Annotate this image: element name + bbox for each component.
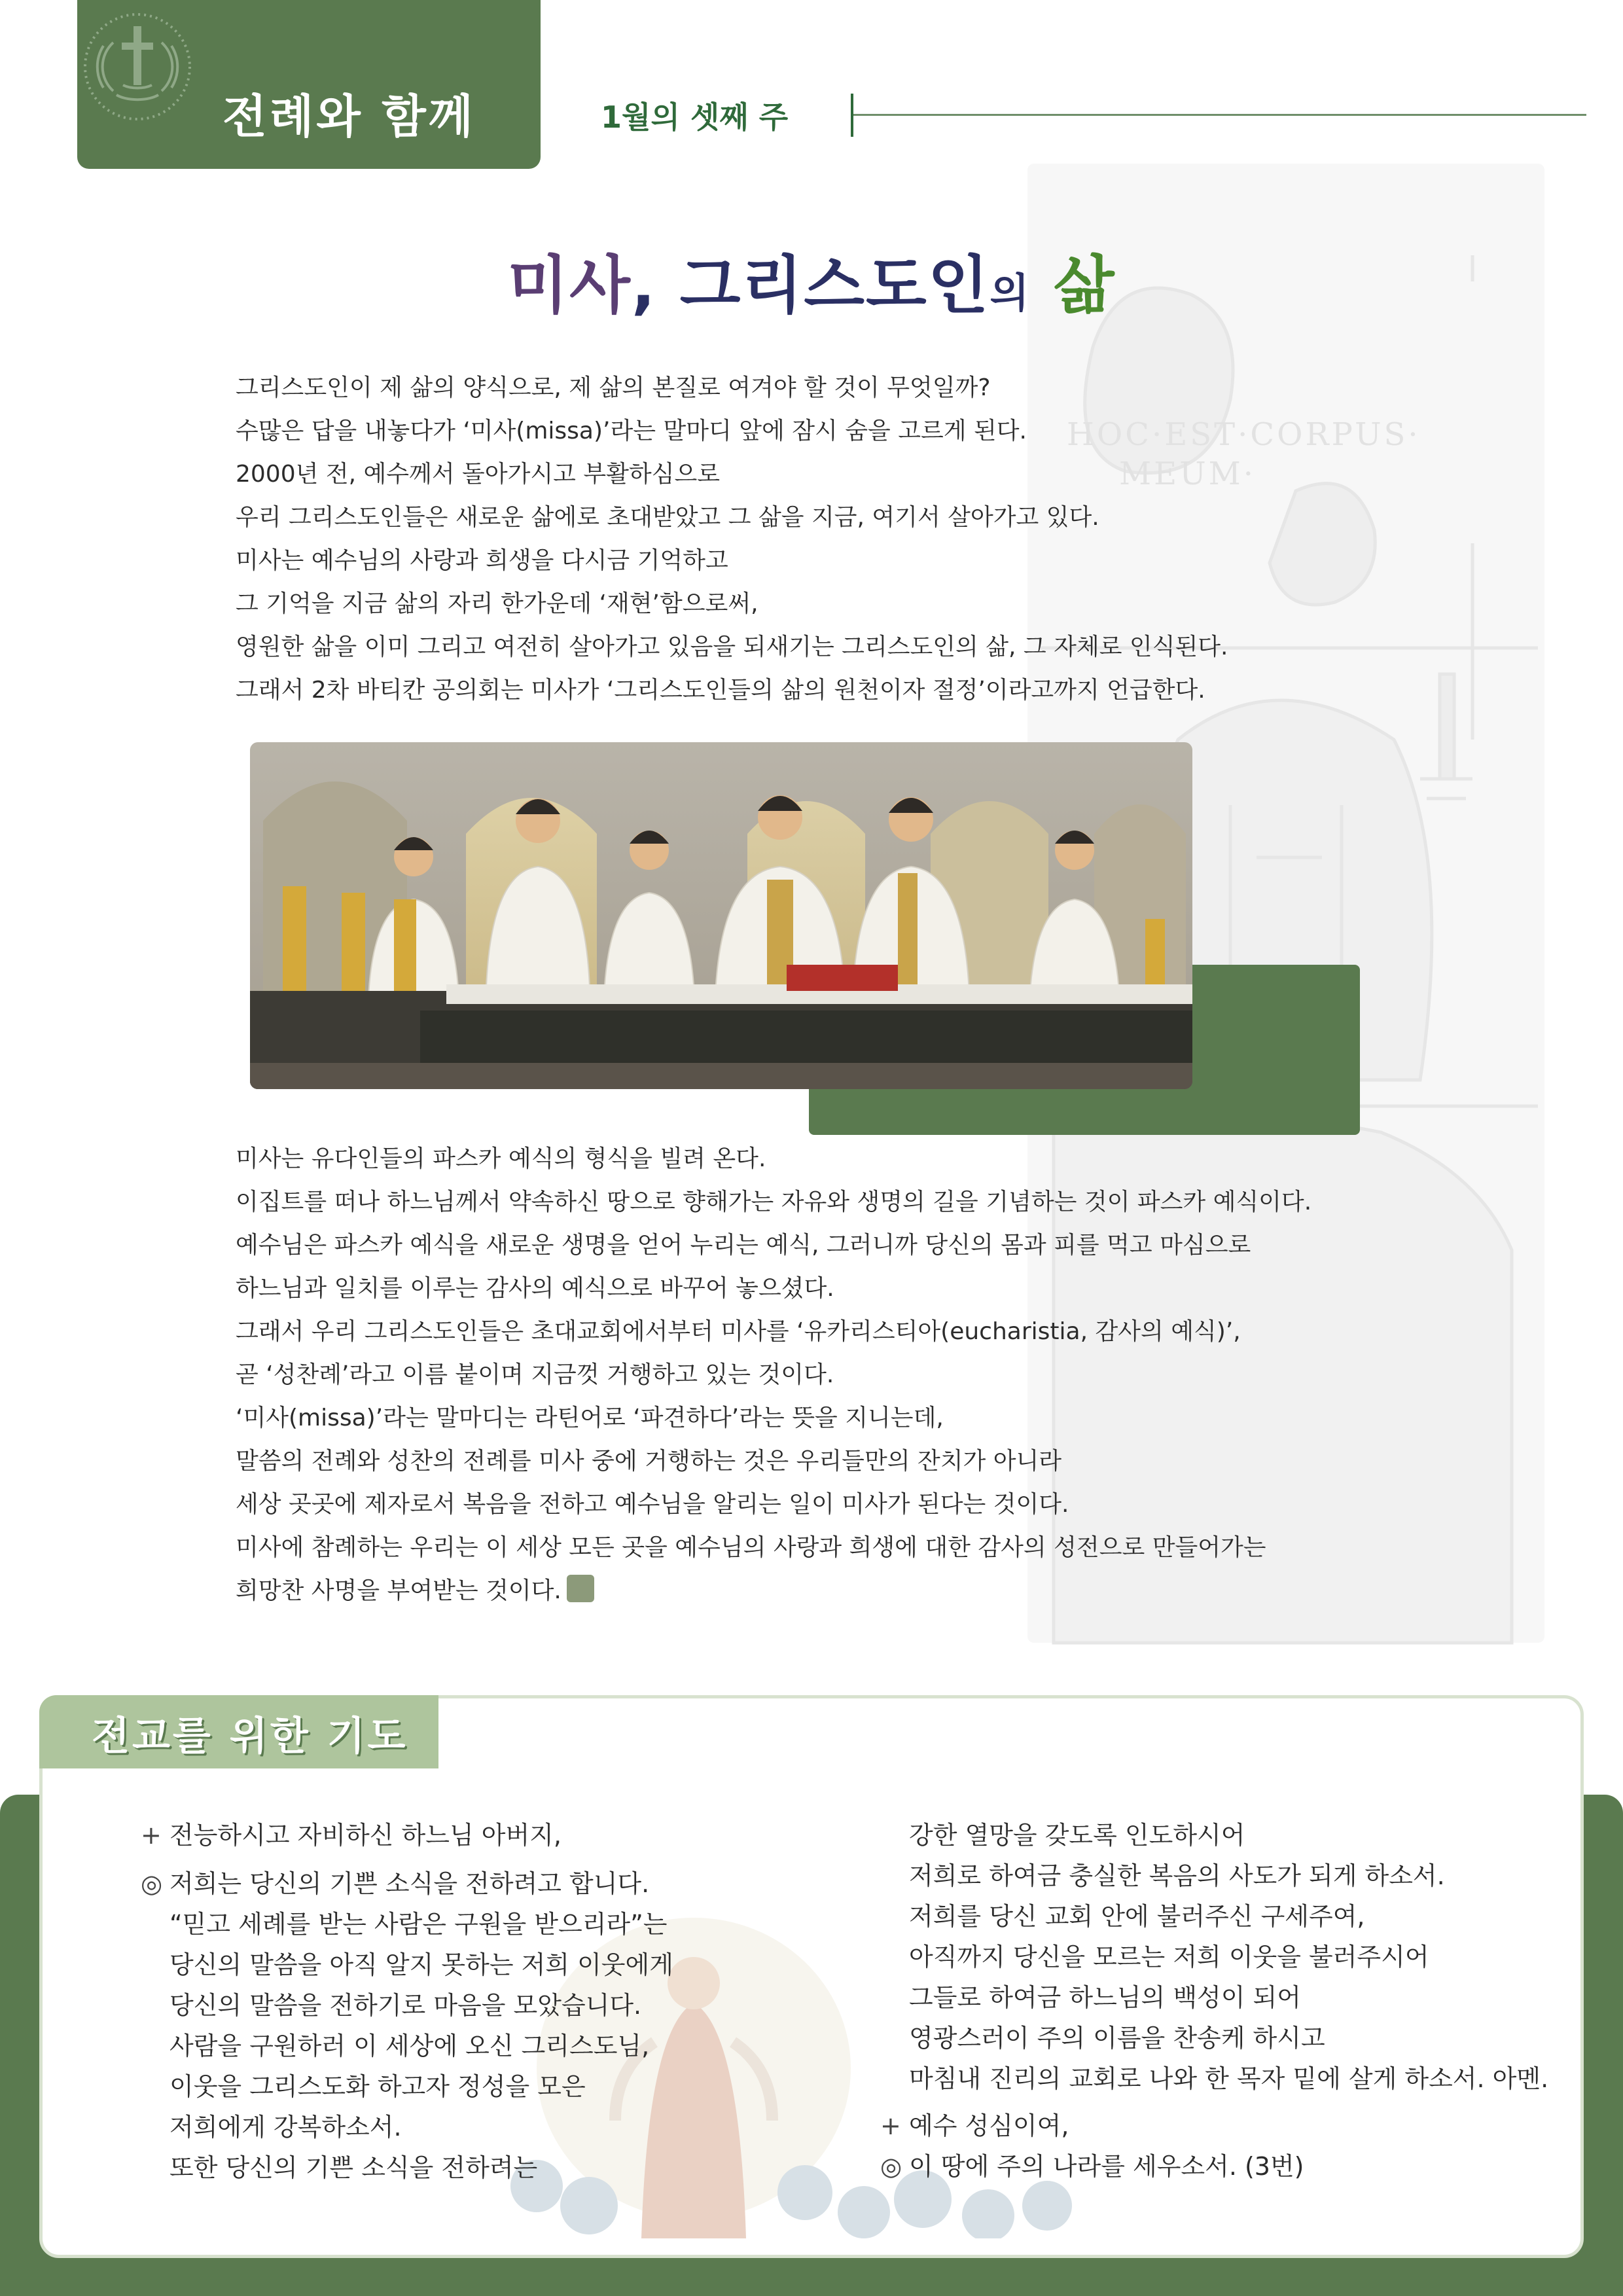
prayer-left-column [141, 1815, 673, 2188]
body-paragraph [236, 1138, 1311, 1613]
text-line: 하느님과 일치를 이루는 감사의 예식으로 바꾸어 놓으셨다. [236, 1275, 834, 1302]
text-line: 말씀의 전례와 성찬의 전례를 미사 중에 거행하는 것은 우리들만의 잔치가 아니라 [236, 1448, 1062, 1475]
prayer-line: 저희를 당신 교회 안에 불러주신 구세주여, [909, 1902, 1365, 1931]
text-line: 2000년 전, 예수께서 돌아가시고 부활하심으로 [236, 461, 721, 488]
title-part-4: 삶 [1053, 249, 1116, 322]
text-line [236, 1570, 1311, 1613]
text-line: 예수님은 파스카 예식을 새로운 생명을 얻어 누리는 예식, 그러니까 당신의 몸과 피를 먹고 마심으로 [236, 1232, 1251, 1259]
prayer-line: 예수 성심이여, [909, 2111, 1069, 2140]
article-title [0, 236, 1623, 325]
prayer-line: 저희로 하여금 충실한 복음의 사도가 되게 하소서. [909, 1861, 1445, 1890]
mass-celebration-photo [250, 742, 1192, 1089]
prayer-line: 전능하시고 자비하신 하느님 아버지, [169, 1821, 562, 1850]
section-title: 전례와 함께 [223, 90, 476, 143]
text-line: 우리 그리스도인들은 새로운 삶에로 초대받았고 그 삶을 지금, 여기서 살아가고 있다. [236, 504, 1099, 531]
prayer-line: 아직까지 당신을 모르는 저희 이웃을 불러주시어 [909, 1943, 1429, 1971]
intro-paragraph [236, 367, 1228, 712]
text-line: 곧 ‘성찬례’라고 이름 붙이며 지금껏 거행하고 있는 것이다. [236, 1361, 834, 1388]
week-label: 1월의 셋째 주 [601, 99, 789, 135]
prayer-right-column [880, 1815, 1548, 2187]
end-mark-icon [567, 1575, 594, 1602]
cross-emblem-icon [77, 7, 198, 128]
title-part-2: 그리스도인 [679, 249, 990, 322]
text-line: 그리스도인이 제 삶의 양식으로, 제 삶의 본질로 여겨야 할 것이 무엇일까? [236, 374, 991, 401]
prayer-line: 그들로 하여금 하느님의 백성이 되어 [909, 1983, 1301, 2012]
text-line: 이집트를 떠나 하느님께서 약속하신 땅으로 향해가는 자유와 생명의 길을 기념하는 것이 파스카 예식이다. [236, 1189, 1312, 1215]
prayer-line: 마침내 진리의 교회로 나와 한 목자 밑에 살게 하소서. 아멘. [909, 2064, 1549, 2093]
prayer-line: 당신의 말씀을 아직 알지 못하는 저희 이웃에게 [169, 1950, 673, 1979]
priest-mark-icon: + [880, 2111, 901, 2140]
title-part-1: 미사 [507, 249, 632, 322]
prayer-line: 또한 당신의 기쁜 소식을 전하려는 [169, 2153, 538, 2182]
text-line: 미사에 참례하는 우리는 이 세상 모든 곳을 예수님의 사랑과 희생에 대한 감사의 성전으로 만들어가는 [236, 1534, 1266, 1561]
prayer-line: 당신의 말씀을 전하기로 마음을 모았습니다. [169, 1991, 642, 2020]
text-line: 영원한 삶을 이미 그리고 여전히 살아가고 있음을 되새기는 그리스도인의 삶, 그 자체로 인식된다. [236, 634, 1228, 660]
text-line-content: 희망찬 사명을 부여받는 것이다. [236, 1577, 562, 1604]
text-line: ‘미사(missa)’라는 말마디는 라틴어로 ‘파견하다’라는 뜻을 지니는데, [236, 1405, 944, 1431]
text-line: 그래서 2차 바티칸 공의회는 미사가 ‘그리스도인들의 삶의 원천이자 절정’이라고까지 언급한다. [236, 677, 1205, 704]
people-mark-icon: ◎ [880, 2152, 902, 2181]
text-line: 미사는 예수님의 사랑과 희생을 다시금 기억하고 [236, 547, 728, 574]
prayer-line: 사람을 구원하러 이 세상에 오신 그리스도님, [169, 2032, 650, 2060]
text-line: 미사는 유다인들의 파스카 예식의 형식을 빌려 온다. [236, 1145, 766, 1172]
svg-text:HOC·EST·CORPUS·: HOC·EST·CORPUS· [1067, 416, 1421, 453]
divider [853, 114, 1586, 116]
title-comma: , [631, 249, 657, 322]
prayer-line: 이 땅에 주의 나라를 세우소서. (3번) [909, 2152, 1304, 2181]
text-line: 수많은 답을 내놓다가 ‘미사(missa)’라는 말마디 앞에 잠시 숨을 고르게 된다. [236, 418, 1027, 444]
svg-text:MEUM·: MEUM· [1119, 456, 1257, 492]
prayer-line: 저희는 당신의 기쁜 소식을 전하려고 합니다. [169, 1869, 650, 1898]
prayer-title: 전교를 위한 기도 [92, 1713, 408, 1759]
text-line: 세상 곳곳에 제자로서 복음을 전하고 예수님을 알리는 일이 미사가 된다는 것이다. [236, 1491, 1069, 1518]
title-part-3: 의 [990, 269, 1031, 317]
prayer-line: 저희에게 강복하소서. [169, 2113, 402, 2142]
text-line: 그래서 우리 그리스도인들은 초대교회에서부터 미사를 ‘유카리스티아(eucharistia, 감사의 예식)’, [236, 1318, 1241, 1345]
prayer-line: 강한 열망을 갖도록 인도하시어 [909, 1821, 1245, 1850]
people-mark-icon: ◎ [141, 1869, 163, 1898]
prayer-line: 영광스러이 주의 이름을 찬송케 하시고 [909, 2024, 1325, 2053]
prayer-line: 이웃을 그리스도화 하고자 정성을 모은 [169, 2072, 586, 2101]
text-line: 그 기억을 지금 삶의 자리 한가운데 ‘재현’함으로써, [236, 590, 758, 617]
priest-mark-icon: + [141, 1821, 162, 1850]
prayer-line: “믿고 세례를 받는 사람은 구원을 받으리라”는 [169, 1910, 668, 1939]
